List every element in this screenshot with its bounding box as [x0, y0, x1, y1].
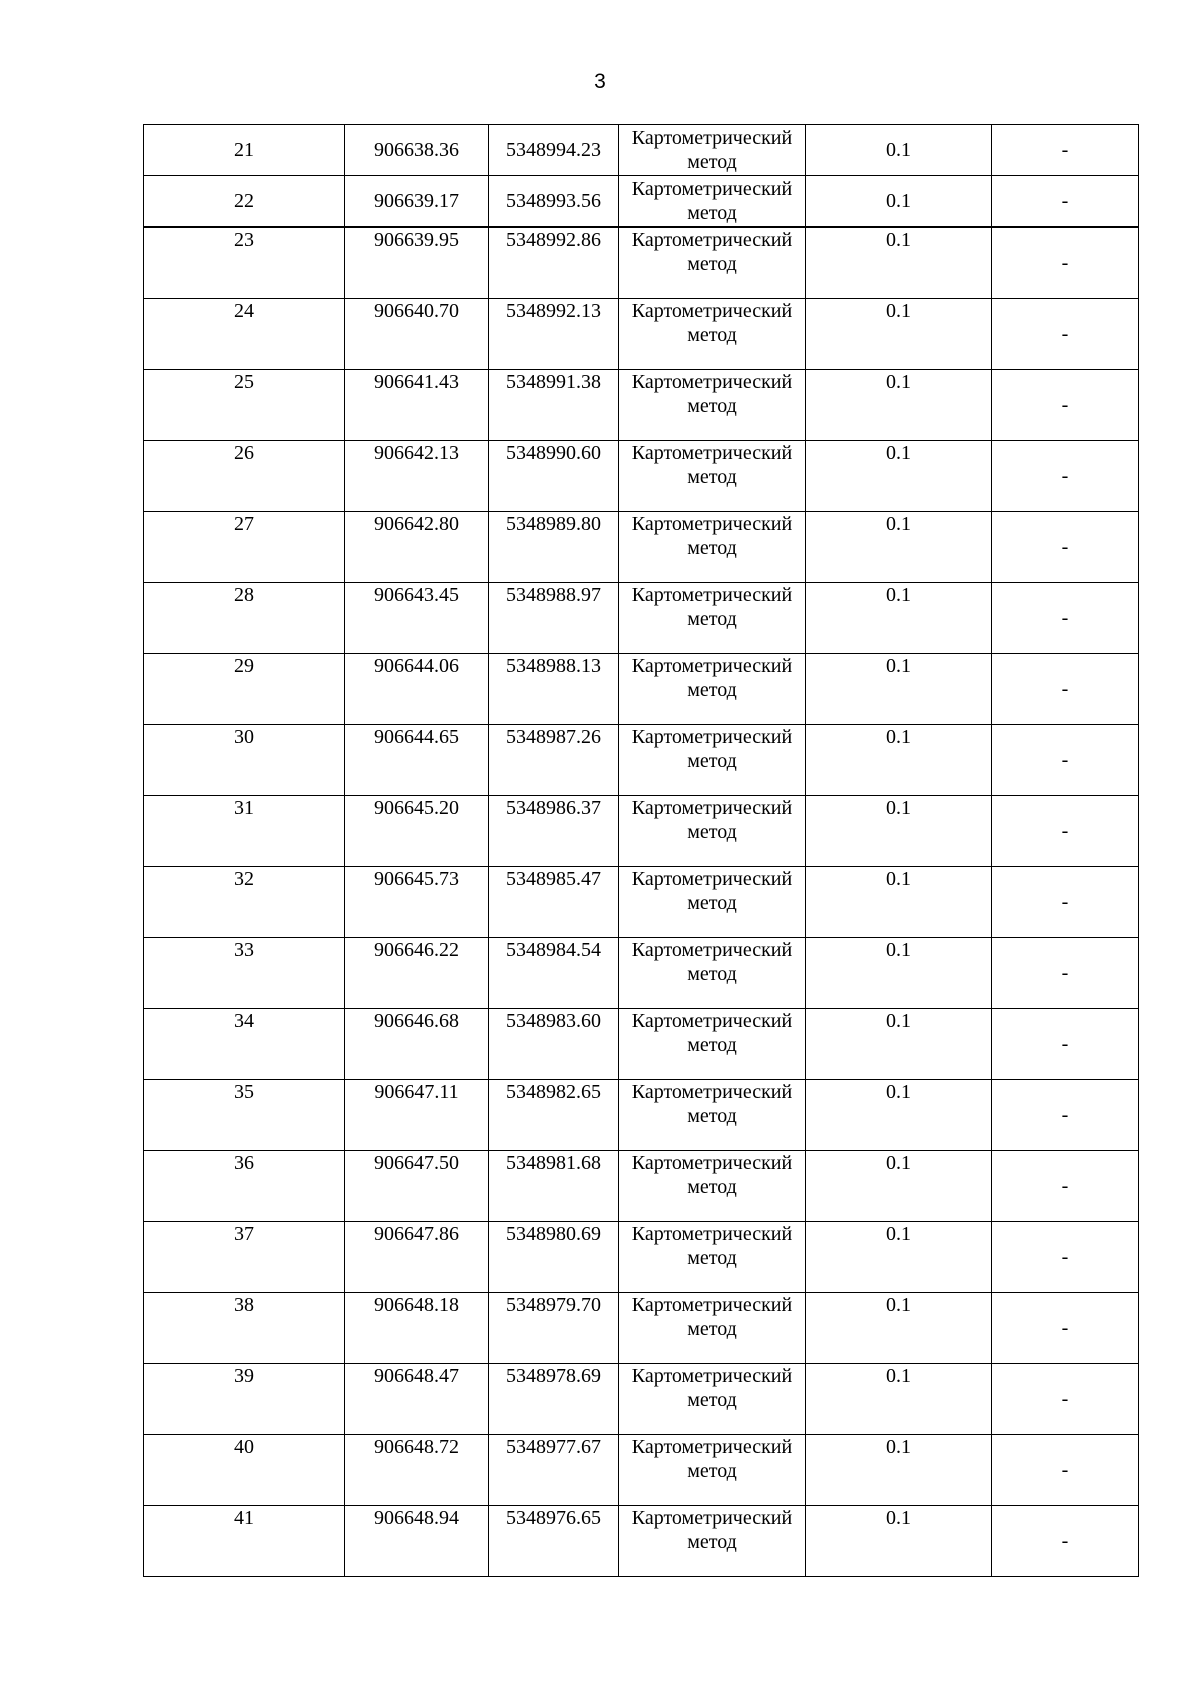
table-row [144, 1506, 1139, 1577]
point-number: 38 [144, 1293, 345, 1364]
accuracy-value: 0.1 [806, 1009, 992, 1080]
point-description: - [992, 654, 1139, 725]
coordinate-y: 5348977.67 [489, 1435, 619, 1506]
determination-method: Картометрический метод [619, 867, 806, 938]
table-row [144, 867, 1139, 938]
determination-method: Картометрический метод [619, 654, 806, 725]
coordinate-y: 5348981.68 [489, 1151, 619, 1222]
coordinate-y: 5348988.97 [489, 583, 619, 654]
accuracy-value: 0.1 [806, 1506, 992, 1577]
page-number: 3 [594, 70, 606, 93]
coordinate-y: 5348976.65 [489, 1506, 619, 1577]
accuracy-value: 0.1 [806, 299, 992, 370]
determination-method: Картометрический метод [619, 1506, 806, 1577]
coordinate-y: 5348990.60 [489, 441, 619, 512]
coordinate-y: 5348994.23 [489, 125, 619, 176]
point-description: - [992, 512, 1139, 583]
point-description: - [992, 1364, 1139, 1435]
point-description: - [992, 227, 1139, 299]
determination-method: Картометрический метод [619, 1080, 806, 1151]
table-row [144, 1293, 1139, 1364]
accuracy-value: 0.1 [806, 1080, 992, 1151]
determination-method: Картометрический метод [619, 176, 806, 228]
coordinate-y: 5348991.38 [489, 370, 619, 441]
coordinate-y: 5348987.26 [489, 725, 619, 796]
determination-method: Картометрический метод [619, 1364, 806, 1435]
determination-method: Картометрический метод [619, 512, 806, 583]
determination-method: Картометрический метод [619, 583, 806, 654]
point-number: 40 [144, 1435, 345, 1506]
point-number: 27 [144, 512, 345, 583]
accuracy-value: 0.1 [806, 867, 992, 938]
point-number: 31 [144, 796, 345, 867]
coordinate-x: 906640.70 [345, 299, 489, 370]
determination-method: Картометрический метод [619, 938, 806, 1009]
coordinate-x: 906641.43 [345, 370, 489, 441]
determination-method: Картометрический метод [619, 725, 806, 796]
coordinate-x: 906647.50 [345, 1151, 489, 1222]
table-row [144, 176, 1139, 228]
accuracy-value: 0.1 [806, 441, 992, 512]
point-number: 32 [144, 867, 345, 938]
coordinate-y: 5348982.65 [489, 1080, 619, 1151]
point-description: - [992, 299, 1139, 370]
table-row [144, 441, 1139, 512]
coordinate-x: 906648.18 [345, 1293, 489, 1364]
point-description: - [992, 1222, 1139, 1293]
coordinate-y: 5348978.69 [489, 1364, 619, 1435]
point-number: 39 [144, 1364, 345, 1435]
determination-method: Картометрический метод [619, 299, 806, 370]
point-number: 41 [144, 1506, 345, 1577]
coordinate-y: 5348984.54 [489, 938, 619, 1009]
point-description: - [992, 370, 1139, 441]
table-row [144, 1009, 1139, 1080]
determination-method: Картометрический метод [619, 227, 806, 299]
accuracy-value: 0.1 [806, 125, 992, 176]
table-row [144, 125, 1139, 176]
point-number: 28 [144, 583, 345, 654]
coordinate-y: 5348986.37 [489, 796, 619, 867]
coordinate-x: 906639.95 [345, 227, 489, 299]
table-row [144, 654, 1139, 725]
point-description: - [992, 1435, 1139, 1506]
point-number: 37 [144, 1222, 345, 1293]
point-number: 21 [144, 125, 345, 176]
table-row [144, 1151, 1139, 1222]
coordinate-x: 906642.13 [345, 441, 489, 512]
coordinate-y: 5348985.47 [489, 867, 619, 938]
determination-method: Картометрический метод [619, 796, 806, 867]
point-description: - [992, 441, 1139, 512]
determination-method: Картометрический метод [619, 1435, 806, 1506]
point-number: 36 [144, 1151, 345, 1222]
table-row [144, 796, 1139, 867]
coordinate-y: 5348980.69 [489, 1222, 619, 1293]
table-row [144, 1222, 1139, 1293]
point-number: 33 [144, 938, 345, 1009]
coordinate-y: 5348993.56 [489, 176, 619, 228]
accuracy-value: 0.1 [806, 1151, 992, 1222]
coordinate-x: 906638.36 [345, 125, 489, 176]
determination-method: Картометрический метод [619, 1151, 806, 1222]
point-description: - [992, 583, 1139, 654]
coordinate-x: 906648.72 [345, 1435, 489, 1506]
point-description: - [992, 1293, 1139, 1364]
coordinate-y: 5348979.70 [489, 1293, 619, 1364]
point-number: 24 [144, 299, 345, 370]
coordinate-x: 906647.11 [345, 1080, 489, 1151]
table-row [144, 227, 1139, 299]
coordinate-x: 906648.94 [345, 1506, 489, 1577]
determination-method: Картометрический метод [619, 125, 806, 176]
coordinates-table-body [144, 125, 1139, 1577]
point-description: - [992, 1009, 1139, 1080]
accuracy-value: 0.1 [806, 176, 992, 228]
point-description: - [992, 1151, 1139, 1222]
coordinate-y: 5348983.60 [489, 1009, 619, 1080]
accuracy-value: 0.1 [806, 1435, 992, 1506]
coordinate-y: 5348992.86 [489, 227, 619, 299]
determination-method: Картометрический метод [619, 370, 806, 441]
point-number: 35 [144, 1080, 345, 1151]
coordinate-x: 906645.73 [345, 867, 489, 938]
accuracy-value: 0.1 [806, 1364, 992, 1435]
accuracy-value: 0.1 [806, 938, 992, 1009]
coordinate-x: 906645.20 [345, 796, 489, 867]
point-number: 29 [144, 654, 345, 725]
accuracy-value: 0.1 [806, 1293, 992, 1364]
point-description: - [992, 796, 1139, 867]
point-number: 22 [144, 176, 345, 228]
table-row [144, 1080, 1139, 1151]
point-number: 25 [144, 370, 345, 441]
coordinate-x: 906647.86 [345, 1222, 489, 1293]
point-description: - [992, 1506, 1139, 1577]
point-number: 30 [144, 725, 345, 796]
accuracy-value: 0.1 [806, 1222, 992, 1293]
point-number: 34 [144, 1009, 345, 1080]
accuracy-value: 0.1 [806, 725, 992, 796]
determination-method: Картометрический метод [619, 1009, 806, 1080]
coordinate-x: 906642.80 [345, 512, 489, 583]
table-row [144, 1364, 1139, 1435]
accuracy-value: 0.1 [806, 370, 992, 441]
coordinate-x: 906643.45 [345, 583, 489, 654]
coordinate-x: 906648.47 [345, 1364, 489, 1435]
determination-method: Картометрический метод [619, 1222, 806, 1293]
table-row [144, 370, 1139, 441]
table-row [144, 1435, 1139, 1506]
accuracy-value: 0.1 [806, 654, 992, 725]
coordinate-x: 906646.68 [345, 1009, 489, 1080]
table-row [144, 512, 1139, 583]
point-description: - [992, 125, 1139, 176]
accuracy-value: 0.1 [806, 227, 992, 299]
accuracy-value: 0.1 [806, 583, 992, 654]
point-description: - [992, 938, 1139, 1009]
coordinate-x: 906644.65 [345, 725, 489, 796]
determination-method: Картометрический метод [619, 1293, 806, 1364]
point-description: - [992, 1080, 1139, 1151]
table-row [144, 938, 1139, 1009]
coordinate-x: 906644.06 [345, 654, 489, 725]
point-description: - [992, 176, 1139, 228]
point-description: - [992, 725, 1139, 796]
table-row [144, 583, 1139, 654]
table-row [144, 299, 1139, 370]
coordinate-y: 5348989.80 [489, 512, 619, 583]
accuracy-value: 0.1 [806, 512, 992, 583]
point-description: - [992, 867, 1139, 938]
point-number: 26 [144, 441, 345, 512]
coordinates-table [143, 124, 1139, 1577]
coordinate-y: 5348992.13 [489, 299, 619, 370]
table-row [144, 725, 1139, 796]
determination-method: Картометрический метод [619, 441, 806, 512]
point-number: 23 [144, 227, 345, 299]
coordinate-x: 906646.22 [345, 938, 489, 1009]
accuracy-value: 0.1 [806, 796, 992, 867]
coordinate-y: 5348988.13 [489, 654, 619, 725]
coordinate-x: 906639.17 [345, 176, 489, 228]
